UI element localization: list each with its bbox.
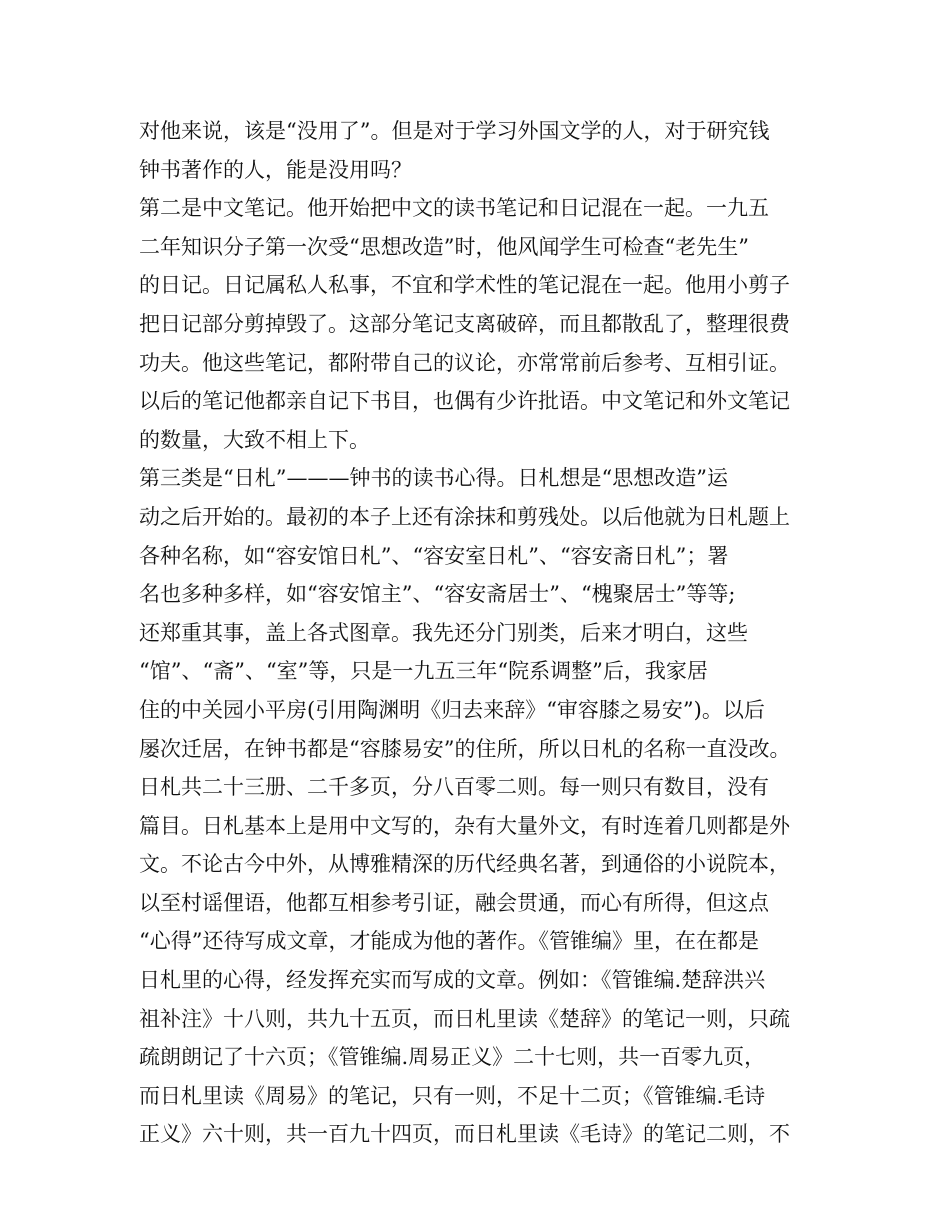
text-line: “心得”还待写成文章，才能成为他的著作。《管锥编》里，在在都是 [139,929,759,954]
text-line: 对他来说，该是“没用了”。但是对于学习外国文学的人，对于研究钱 [139,119,770,143]
text-line: 的日记。日记属私人私事，不宜和学术性的笔记混在一起。他用小剪子 [139,273,790,298]
text-line: 第二是中文笔记。他开始把中文的读书笔记和日记混在一起。一九五 [139,196,769,221]
text-line: 文。不论古今中外，从博雅精深的历代经典名著，到通俗的小说院本， [139,852,790,877]
text-line: 日札里的心得，经发挥充实而写成的文章。例如：《管锥编.楚辞洪兴 [139,968,766,993]
text-line: 各种名称，如“容安馆日札”、“容安室日札”、“容安斋日札”；署 [139,543,729,568]
text-line: 而日札里读《周易》的笔记，只有一则，不足十二页；《管锥编.毛诗 [139,1083,766,1108]
text-line: “馆”、“斋”、“室”等，只是一九五三年“院系调整”后，我家居 [139,659,708,684]
text-line: 以后的笔记他都亲自记下书目，也偶有少许批语。中文笔记和外文笔记 [139,389,790,414]
text-line: 住的中关园小平房(引用陶渊明《归去来辞》“审容膝之易安”)。以后 [139,697,765,722]
text-line: 动之后开始的。最初的本子上还有涂抹和剪残处。以后他就为日札题上 [139,504,790,529]
text-line: 名也多种多样，如“容安馆主”、“容安斋居士”、“槐聚居士”等等; [139,582,736,607]
text-line: 正义》六十则，共一百九十四页，而日札里读《毛诗》的笔记二则，不 [139,1122,790,1147]
text-line: 祖补注》十八则，共九十五页，而日札里读《楚辞》的笔记一则，只疏 [139,1006,790,1031]
text-line: 还郑重其事，盖上各式图章。我先还分门别类，后来才明白，这些 [139,620,748,645]
text-line: 屡次迁居，在钟书都是“容膝易安”的住所，所以日札的名称一直没改。 [139,736,791,761]
text-line: 功夫。他这些笔记，都附带自己的议论，亦常常前后参考、互相引证。 [139,350,790,375]
text-line: 篇目。日札基本上是用中文写的，杂有大量外文，有时连着几则都是外 [139,813,790,838]
text-line: 的数量，大致不相上下。 [139,427,370,452]
text-line: 日札共二十三册、二千多页，分八百零二则。每一则只有数目，没有 [139,775,769,800]
text-line: 疏朗朗记了十六页；《管锥编.周易正义》二十七则，共一百零九页， [139,1045,766,1070]
text-line: 把日记部分剪掉毁了。这部分笔记支离破碎，而且都散乱了，整理很费 [139,311,790,336]
text-line: 以至村谣俚语，他都互相参考引证，融会贯通，而心有所得，但这点 [139,890,769,915]
text-line: 第三类是“日札”———钟书的读书心得。日札想是“思想改造”运 [139,466,728,491]
text-line: 钟书著作的人，能是没用吗？ [139,157,412,182]
text-line: 二年知识分子第一次受“思想改造”时，他风闻学生可检查“老先生” [139,234,749,259]
body-text [139,112,839,1154]
